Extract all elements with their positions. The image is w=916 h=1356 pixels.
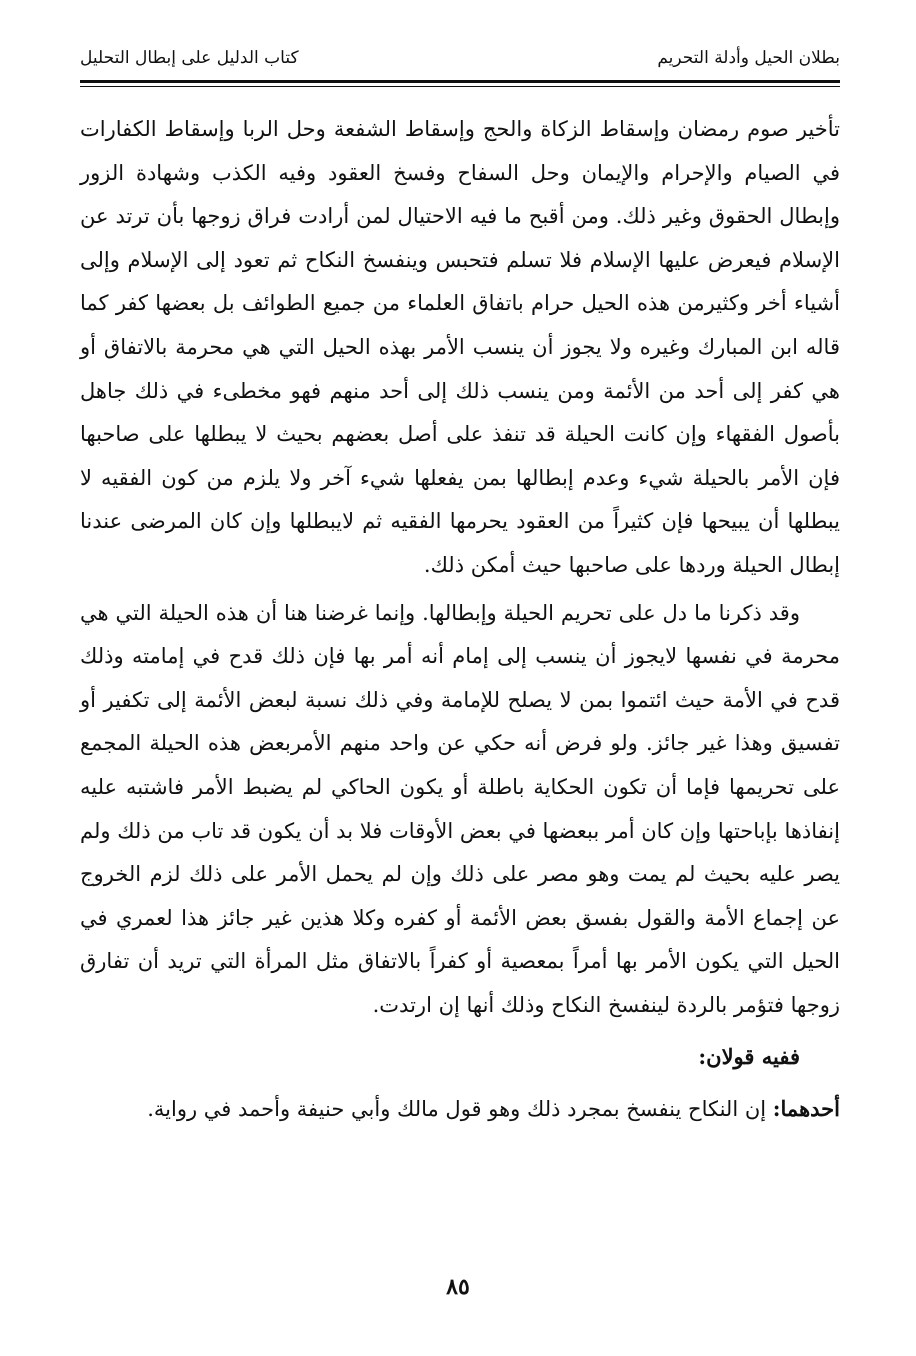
paragraph-3-lead: أحدهما: [772, 1096, 840, 1122]
page-body [80, 108, 840, 1132]
header-rule-thick [80, 80, 840, 83]
running-header [80, 38, 840, 78]
header-book-title: كتاب الدليل على إبطال التحليل [80, 48, 299, 68]
paragraph-2: وقد ذكرنا ما دل على تحريم الحيلة وإبطالها. وإنما غرضنا هنا أن هذه الحيلة التي هي محرمة في نفسها لايجوز أن ينسب إلى إمام أنه أمر بها فإن ذلك قدح في إمامته وذلك قدح في الأمة حيث ائتموا بمن لا يصلح للإمامة وفي ذلك نسبة لبعض الأئمة إلى تكفير أو تفسيق وهذا غير جائز. ولو فرض أنه حكي عن واحد منهم الأمربعض هذه الحيلة المجمع على تحريمها فإما أن تكون الحكاية باطلة أو يكون الحاكي لم يضبط الأمر فاشتبه عليه إنفاذها بإباحتها وإن كان أمر ببعضها في بعض الأوقات فلا بد أن يكون قد تاب من ذلك ولم يصر عليه بحيث لم يمت وهو مصر على ذلك وإن لم يحمل الأمر على ذلك لزم الخروج عن إجماع الأمة والقول بفسق بعض الأئمة أو كفره وكلا هذين غير جائز هذا لعمري في الحيل التي يكون الأمر بها أمراً بمعصية أو كفراً بالاتفاق مثل المرأة التي تريد أن تفارق زوجها فتؤمر بالردة لينفسخ النكاح وذلك أنها إن ارتدت. [80, 600, 840, 1017]
paragraph-3-text: إن النكاح ينفسخ بمجرد ذلك وهو قول مالك وأبي حنيفة وأحمد في رواية. [147, 1097, 767, 1122]
header-rule-thin [80, 86, 840, 87]
paragraph-1: تأخير صوم رمضان وإسقاط الزكاة والحج وإسقاط الشفعة وحل الربا وإسقاط الكفارات في الصيام والإحرام والإيمان وحل السفاح وفسخ العقود وفيه الكذب وشهادة الزور وإبطال الحقوق وغير ذلك. ومن أقبح ما فيه الاحتيال لمن أرادت فراق زوجها بأن ترتد عن الإسلام فيعرض عليها الإسلام فلا تسلم فتحبس وينفسخ النكاح ثم تعود إلى الإسلام وإلى أشياء أخر وكثيرمن هذه الحيل حرام باتفاق العلماء من جميع الطوائف بل بعضها كفر كما قاله ابن المبارك وغيره ولا يجوز أن ينسب الأمر بهذه الحيل التي هي محرمة بالاتفاق أو هي كفر إلى أحد من الأئمة ومن ينسب ذلك إلى أحد منهم فهو مخطىء في ذلك جاهل بأصول الفقهاء وإن كانت الحيلة قد تنفذ على أصل بعضهم بحيث لا يبطلها على صاحبها فإن الأمر بالحيلة شيء وعدم إبطالها بمن يفعلها شيء آخر ولا يلزم من كون الفقيه لا يبطلها أن يبيحها فإن كثيراً من العقود يحرمها الفقيه ثم لايبطلها وإن كان المرضى عندنا إبطال الحيلة وردها على صاحبها حيث أمكن ذلك. [80, 117, 840, 577]
paragraph-3 [80, 1087, 840, 1132]
header-chapter-title: بطلان الحيل وأدلة التحريم [657, 48, 840, 68]
sub-heading: ففيه قولان: [698, 1044, 800, 1070]
page-number: ٨٥ [446, 1274, 470, 1300]
